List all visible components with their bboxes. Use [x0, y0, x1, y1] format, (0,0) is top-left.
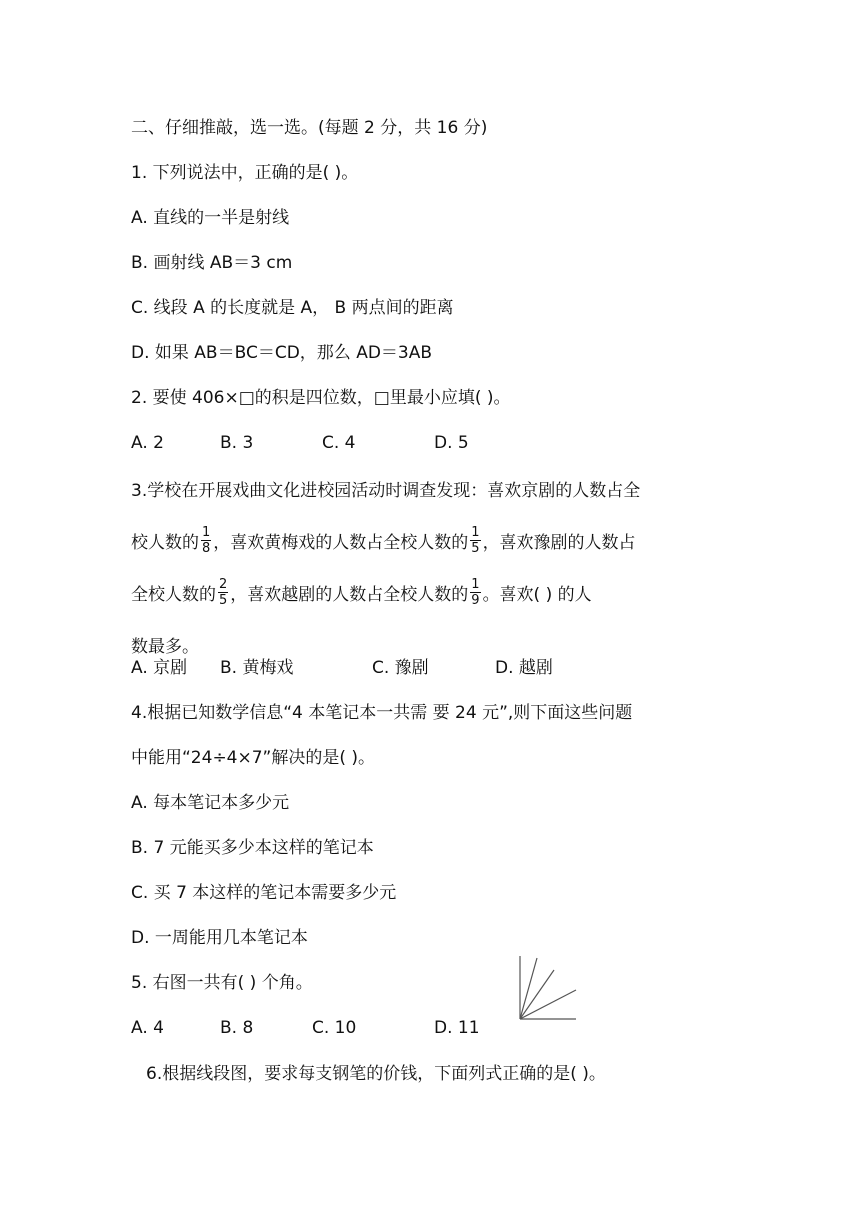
- fraction-denominator: 5: [471, 540, 480, 556]
- fraction-one-fifth: [470, 525, 480, 556]
- q3-line3-post: 。喜欢( ) 的人: [482, 584, 592, 605]
- q1-option-c: C. 线段 A 的长度就是 A， B 两点间的距离: [131, 298, 454, 318]
- q3-option-a: A. 京剧: [131, 658, 188, 678]
- q1-stem: 1. 下列说法中，正确的是( )。: [131, 163, 359, 183]
- q2-option-d: D. 5: [434, 433, 469, 453]
- q3-line3: [131, 566, 731, 618]
- q3-option-d: D. 越剧: [495, 658, 553, 678]
- q3-line3-mid: ，喜欢越剧的人数占全校人数的: [230, 584, 469, 605]
- q3-line2: [131, 514, 731, 566]
- fraction-numerator: 2: [219, 576, 228, 592]
- q6-stem: 6.根据线段图，要求每支钢笔的价钱，下面列式正确的是( )。: [146, 1064, 606, 1084]
- ray-steep: [520, 958, 537, 1019]
- q1-option-b: B. 画射线 AB＝3 cm: [131, 253, 293, 273]
- q2-option-a: A. 2: [131, 433, 164, 453]
- fraction-denominator: 5: [219, 592, 228, 608]
- q3-line3-pre: 全校人数的: [131, 584, 216, 605]
- q4-option-b: B. 7 元能买多少本这样的笔记本: [131, 838, 374, 858]
- q2-stem: 2. 要使 406×□的积是四位数，□里最小应填( )。: [131, 388, 511, 408]
- q3-paragraph: [131, 462, 731, 670]
- q5-stem: 5. 右图一共有( ) 个角。: [131, 973, 313, 993]
- ray-mid: [520, 970, 554, 1019]
- section-title: 二、仔细推敲，选一选。(每题 2 分，共 16 分): [131, 118, 488, 138]
- fraction-one-ninth: [470, 577, 480, 608]
- q3-line1: 3.学校在开展戏曲文化进校园活动时调查发现：喜欢京剧的人数占全: [131, 480, 641, 501]
- fraction-denominator: 9: [471, 592, 480, 608]
- q4-option-a: A. 每本笔记本多少元: [131, 793, 290, 813]
- q5-option-c: C. 10: [312, 1018, 357, 1038]
- fraction-one-eighth: [201, 525, 211, 556]
- q3-line2-post: ，喜欢豫剧的人数占: [482, 532, 636, 553]
- q3-line2-mid: ，喜欢黄梅戏的人数占全校人数的: [213, 532, 469, 553]
- fraction-two-fifths: [218, 577, 228, 608]
- q5-option-d: D. 11: [434, 1018, 480, 1038]
- q4-line2: 中能用“24÷4×7”解决的是( )。: [131, 748, 376, 768]
- q4-line1: 4.根据已知数学信息“4 本笔记本一共需 要 24 元”,则下面这些问题: [131, 703, 633, 723]
- q4-option-c: C. 买 7 本这样的笔记本需要多少元: [131, 883, 397, 903]
- q4-option-d: D. 一周能用几本笔记本: [131, 928, 308, 948]
- fraction-numerator: 1: [471, 524, 480, 540]
- q3-option-b: B. 黄梅戏: [220, 658, 294, 678]
- q5-option-a: A. 4: [131, 1018, 164, 1038]
- fraction-denominator: 8: [202, 540, 211, 556]
- fraction-numerator: 1: [471, 576, 480, 592]
- q1-option-d: D. 如果 AB＝BC＝CD，那么 AD＝3AB: [131, 343, 433, 363]
- q3-line2-pre: 校人数的: [131, 532, 199, 553]
- q3-option-c: C. 豫剧: [372, 658, 429, 678]
- q1-option-a: A. 直线的一半是射线: [131, 208, 290, 228]
- q2-option-c: C. 4: [322, 433, 356, 453]
- angle-rays-figure: [510, 952, 582, 1024]
- ray-shallow: [520, 990, 576, 1019]
- fraction-numerator: 1: [202, 524, 211, 540]
- q3-line4: 数最多。: [131, 636, 199, 657]
- q5-option-b: B. 8: [220, 1018, 254, 1038]
- q2-option-b: B. 3: [220, 433, 254, 453]
